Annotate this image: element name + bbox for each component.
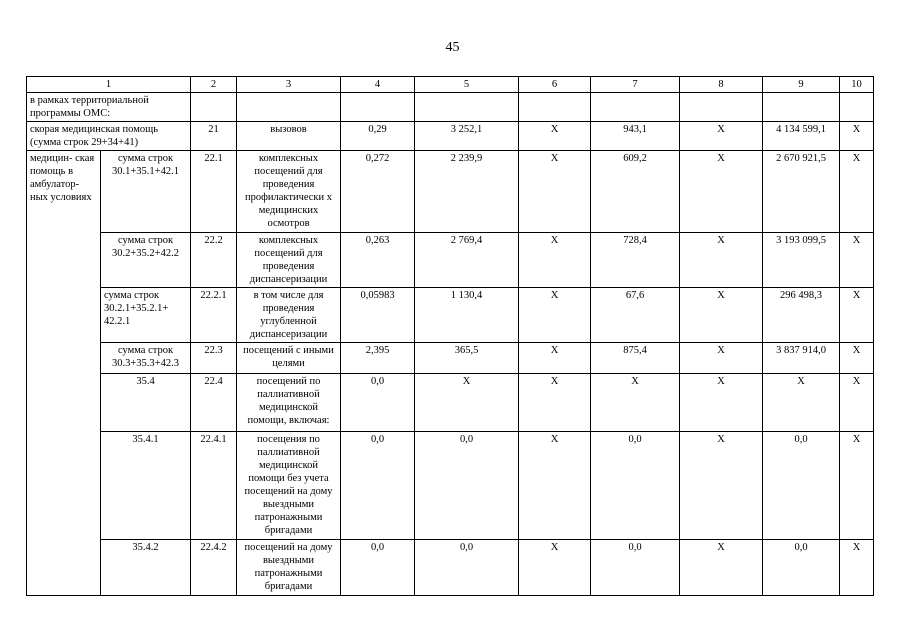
header-cell-1: 1 xyxy=(27,77,191,93)
row-unit: комплексных посещений для проведения диспансеризации xyxy=(237,233,341,288)
row-sub: 35.4.2 xyxy=(101,540,191,596)
cell-col4: 0,05983 xyxy=(341,288,415,343)
header-row xyxy=(27,77,874,93)
cell-col5: 1 130,4 xyxy=(415,288,519,343)
cell-col8: X xyxy=(680,233,763,288)
row-code: 21 xyxy=(191,122,237,151)
cell-col6: X xyxy=(519,540,591,596)
header-cell-3: 3 xyxy=(237,77,341,93)
row-sub: 35.4.1 xyxy=(101,432,191,540)
header-cell-7: 7 xyxy=(591,77,680,93)
cell-col10: X xyxy=(840,233,874,288)
cell-col6: X xyxy=(519,151,591,233)
header-cell-10: 10 xyxy=(840,77,874,93)
cell-col8: X xyxy=(680,288,763,343)
cell-col7: 67,6 xyxy=(591,288,680,343)
row-code: 22.4.1 xyxy=(191,432,237,540)
cell-col5: 3 252,1 xyxy=(415,122,519,151)
table-row xyxy=(27,374,874,432)
cell-col4: 0,263 xyxy=(341,233,415,288)
cell-col10: X xyxy=(840,122,874,151)
row-unit: посещений по паллиативной медицинской помощи, включая: xyxy=(237,374,341,432)
row-sub: сумма строк 30.2+35.2+42.2 xyxy=(101,233,191,288)
header-cell-9: 9 xyxy=(763,77,840,93)
cell-col4: 0,29 xyxy=(341,122,415,151)
cell-col6: X xyxy=(519,432,591,540)
cell-col6: X xyxy=(519,343,591,374)
cell-col6: X xyxy=(519,288,591,343)
cell-col7: 875,4 xyxy=(591,343,680,374)
cell-col6: X xyxy=(519,233,591,288)
row-code: 22.2.1 xyxy=(191,288,237,343)
cell-col9: 296 498,3 xyxy=(763,288,840,343)
row-unit: в том числе для проведения углубленной диспансеризации xyxy=(237,288,341,343)
row-unit: вызовов xyxy=(237,122,341,151)
cell-col4: 0,0 xyxy=(341,540,415,596)
cell-col9: 3 837 914,0 xyxy=(763,343,840,374)
cell-col10: X xyxy=(840,432,874,540)
row-unit: комплексных посещений для проведения профилактически х медицинских осмотров xyxy=(237,151,341,233)
cell-col8: X xyxy=(680,432,763,540)
budget-table xyxy=(26,76,874,596)
table-row xyxy=(27,288,874,343)
row-sub: сумма строк 30.1+35.1+42.1 xyxy=(101,151,191,233)
page-number: 45 xyxy=(445,40,460,55)
row-code: 22.4 xyxy=(191,374,237,432)
table-row xyxy=(27,540,874,596)
header-cell-5: 5 xyxy=(415,77,519,93)
row-code: 22.3 xyxy=(191,343,237,374)
cell-col5: 2 769,4 xyxy=(415,233,519,288)
cell-col4: 2,395 xyxy=(341,343,415,374)
cell-col5: 2 239,9 xyxy=(415,151,519,233)
cell-col7: 943,1 xyxy=(591,122,680,151)
cell-col9: X xyxy=(763,374,840,432)
row-code: 22.4.2 xyxy=(191,540,237,596)
row-code: 22.2 xyxy=(191,233,237,288)
header-cell-2: 2 xyxy=(191,77,237,93)
cell-col8: X xyxy=(680,151,763,233)
row-unit: посещений на дому выездными патронажными бригадами xyxy=(237,540,341,596)
cell-col10: X xyxy=(840,540,874,596)
row-sub: 35.4 xyxy=(101,374,191,432)
cell-col6: X xyxy=(519,122,591,151)
row-sub: сумма строк 30.3+35.3+42.3 xyxy=(101,343,191,374)
header-cell-8: 8 xyxy=(680,77,763,93)
row-sub: сумма строк 30.2.1+35.2.1+ 42.2.1 xyxy=(101,288,191,343)
row-unit: посещений с иными целями xyxy=(237,343,341,374)
table-row xyxy=(27,343,874,374)
cell-col7: 0,0 xyxy=(591,432,680,540)
cell-col6: X xyxy=(519,374,591,432)
cell-col5: X xyxy=(415,374,519,432)
row-code: 22.1 xyxy=(191,151,237,233)
header-cell-6: 6 xyxy=(519,77,591,93)
cell-col7: 609,2 xyxy=(591,151,680,233)
cell-col7: 0,0 xyxy=(591,540,680,596)
cell-col5: 365,5 xyxy=(415,343,519,374)
table-row xyxy=(27,432,874,540)
row-label: скорая медицинская помощь (сумма строк 29+34+41) xyxy=(27,122,191,151)
cell-col9: 0,0 xyxy=(763,432,840,540)
cell-col7: 728,4 xyxy=(591,233,680,288)
table-row xyxy=(27,151,874,233)
cell-col10: X xyxy=(840,151,874,233)
cell-col10: X xyxy=(840,374,874,432)
cell-col4: 0,0 xyxy=(341,432,415,540)
table-row xyxy=(27,122,874,151)
table-row xyxy=(27,233,874,288)
cell-col9: 2 670 921,5 xyxy=(763,151,840,233)
cell-col8: X xyxy=(680,540,763,596)
cell-col9: 4 134 599,1 xyxy=(763,122,840,151)
header-cell-4: 4 xyxy=(341,77,415,93)
cell-col9: 0,0 xyxy=(763,540,840,596)
cell-col9: 3 193 099,5 xyxy=(763,233,840,288)
cell-col10: X xyxy=(840,288,874,343)
cell-col8: X xyxy=(680,343,763,374)
cell-col8: X xyxy=(680,374,763,432)
row-unit: посещения по паллиативной медицинской помощи без учета посещений на дому выездными патронажными бригадами xyxy=(237,432,341,540)
row-label: в рамках территориальной программы ОМС: xyxy=(27,93,191,122)
table-row xyxy=(27,93,874,122)
cell-col5: 0,0 xyxy=(415,540,519,596)
group-label: медицин- ская помощь в амбулатор- ных условиях xyxy=(27,151,101,596)
cell-col10: X xyxy=(840,343,874,374)
cell-col7: X xyxy=(591,374,680,432)
cell-col4: 0,272 xyxy=(341,151,415,233)
cell-col8: X xyxy=(680,122,763,151)
cell-col4: 0,0 xyxy=(341,374,415,432)
cell-col5: 0,0 xyxy=(415,432,519,540)
